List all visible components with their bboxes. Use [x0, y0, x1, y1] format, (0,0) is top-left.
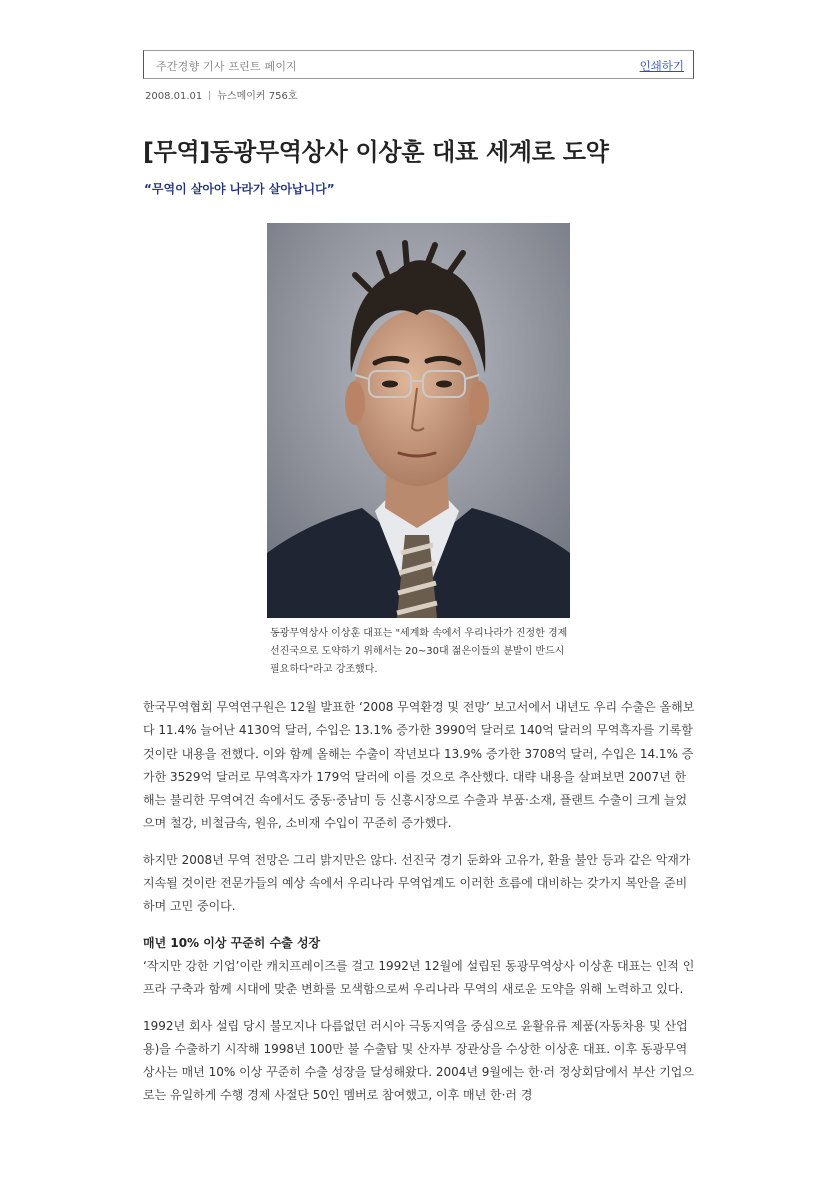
article-paragraph: 한국무역협회 무역연구원은 12월 발표한 ‘2008 무역환경 및 전망’ 보고서에서 내년도 우리 수출은 올해보다 11.4% 늘어난 4130억 달러, 수입은 13.1% 증가한 3990억 달러로 140억 달러의 무역흑자를 기록할 것이란 내용을 전했다. 이와 함께 올해는 수출이 작년보다 13.9% 증가한 3708억 달러, 수입은 14.1% 증가한 3529억 달러로 무역흑자가 179억 달러에 이를 것으로 추산했다. 대략 내용을 살펴보면 2007년 한 해는 불리한 무역여건 속에서도 중동·중남미 등 신흥시장으로 수출과 부품·소재, 플랜트 수출이 크게 늘었으며 철강, 비철금속, 원유, 소비재 수입이 꾸준히 증가했다.: [143, 700, 695, 831]
article-subhead: “무역이 살아야 나라가 살아납니다”: [144, 182, 335, 196]
article-body: [143, 696, 696, 1121]
article-paragraph: 1992년 회사 설립 당시 불모지나 다름없던 러시아 극동지역을 중심으로 윤활유류 제품(자동차용 및 산업용)을 수출하기 시작해 1998년 100만 불 수출탑 및 산자부 장관상을 수상한 이상훈 대표. 이후 동광무역상사는 매년 10% 이상 꾸준히 수출 성장을 달성해왔다. 2004년 9월에는 한·러 정상회담에서 부산 기업으로는 유일하게 수행 경제 사절단 50인 멤버로 참여했고, 이후 매년 한·러 경: [143, 1018, 694, 1103]
article-paragraph: 하지만 2008년 무역 전망은 그리 밝지만은 않다. 선진국 경기 둔화와 고유가, 환율 불안 등과 같은 악재가 지속될 것이란 전문가들의 예상 속에서 우리나라 무역업계도 이러한 흐름에 대비하는 갖가지 복안을 준비하며 고민 중이다.: [143, 852, 691, 914]
article-issue: 뉴스메이커 756호: [217, 91, 298, 102]
print-header-bar: [143, 50, 694, 79]
meta-divider: [209, 91, 210, 100]
section-title: 매년 10% 이상 꾸준히 수출 성장: [143, 935, 321, 950]
article-date: 2008.01.01: [145, 91, 203, 102]
article-meta: [145, 87, 298, 102]
portrait-photo: [267, 223, 570, 618]
print-button[interactable]: 인쇄하기: [639, 59, 684, 73]
photo-caption: 동광무역상사 이상훈 대표는 "세계화 속에서 우리나라가 진정한 경제 선진국으로 도약하기 위해서는 20~30대 젊은이들의 분발이 반드시 필요하다"라고 강조했다.: [270, 628, 568, 675]
article-paragraph: ‘작지만 강한 기업’이란 캐치프레이즈를 걸고 1992년 12월에 설립된 동광무역상사 이상훈 대표는 인적 인프라 구축과 함께 시대에 맞춘 변화를 모색함으로써 우리나라 무역의 새로운 도약을 위해 노력하고 있다.: [143, 958, 695, 997]
print-page-title: 주간경향 기사 프린트 페이지: [156, 60, 298, 73]
article-headline: [무역]동광무역상사 이상훈 대표 세계로 도약: [143, 138, 609, 166]
